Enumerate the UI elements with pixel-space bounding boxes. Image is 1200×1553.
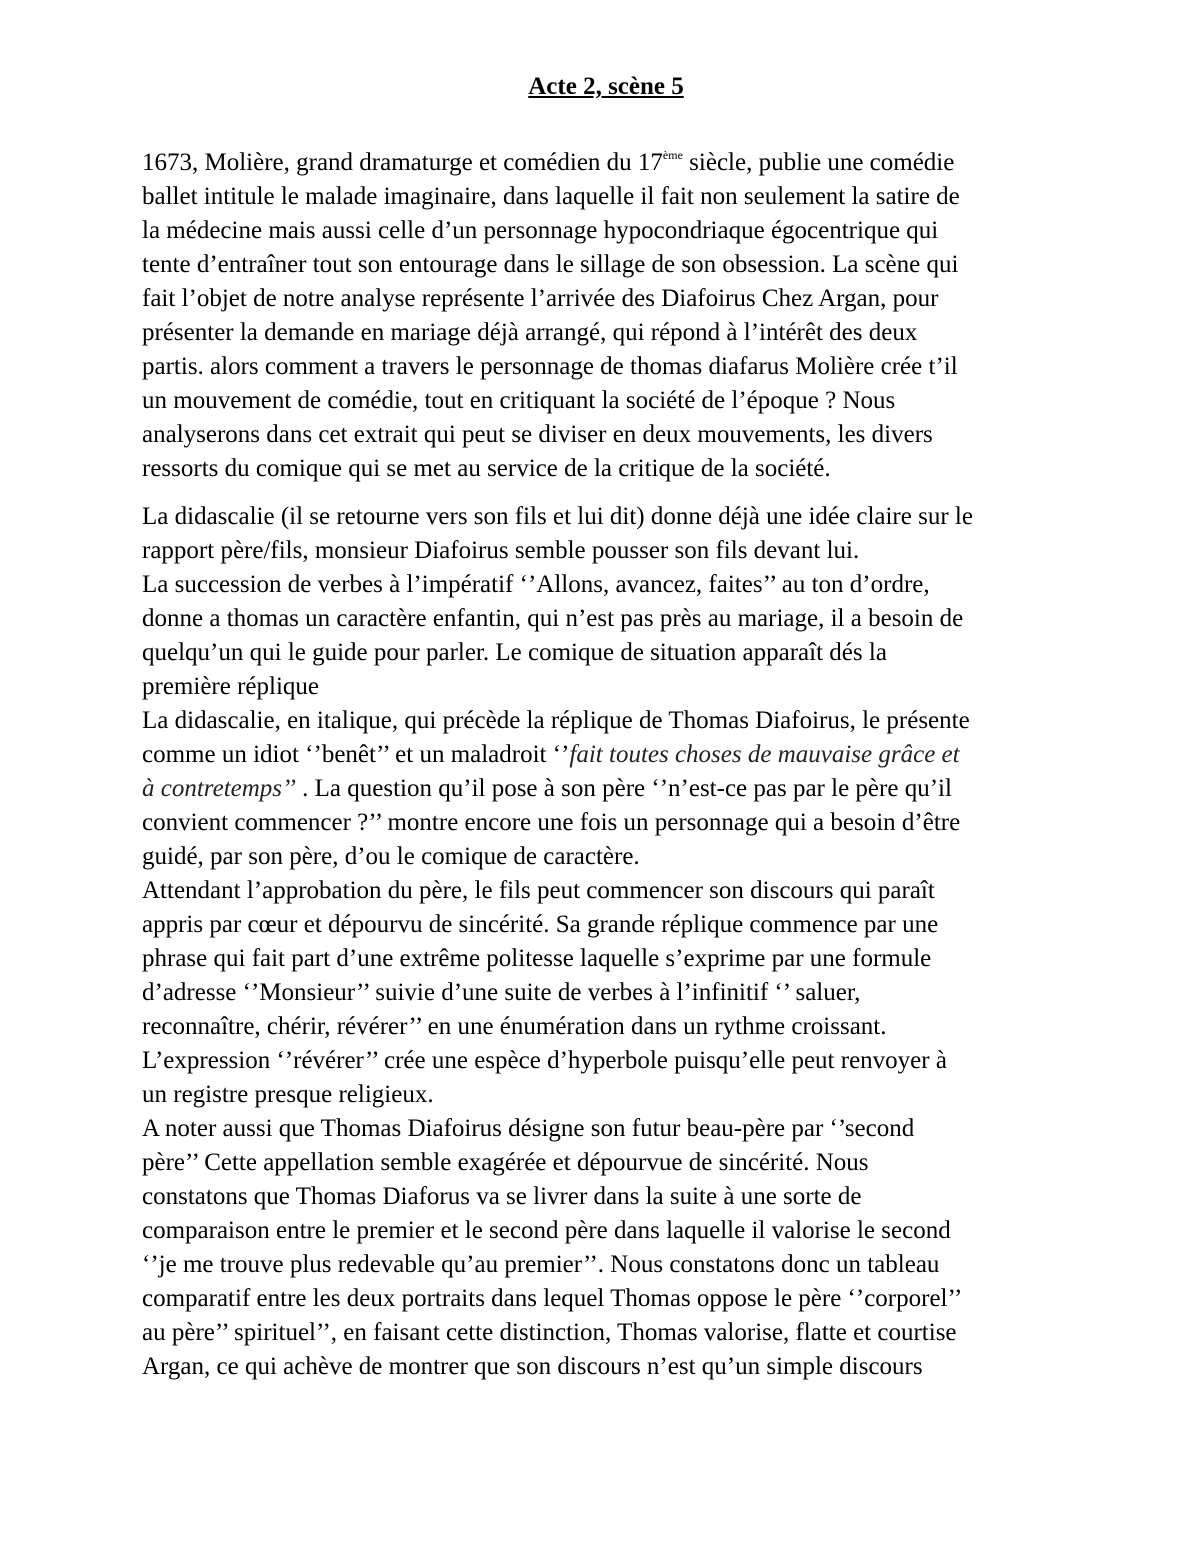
superscript: ème [662,148,683,162]
text-line: donne a thomas un caractère enfantin, qui n’est pas près au mariage, il a besoin de [142,605,964,632]
text-line: Attendant l’approbation du père, le fils peut commencer son discours qui paraît [142,877,935,904]
text-line: appris par cœur et dépourvu de sincérité. Sa grande réplique commence par une [142,911,939,938]
text-line: père’’ Cette appellation semble exagérée et dépourvue de sincérité. Nous [142,1149,869,1176]
text-line: comparaison entre le premier et le second père dans laquelle il valorise le second [142,1217,951,1244]
text-line: au père’’ spirituel’’, en faisant cette distinction, Thomas valorise, flatte et courtise [142,1319,957,1346]
text-line: analyserons dans cet extrait qui peut se diviser en deux mouvements, les divers [142,421,933,448]
text-line: phrase qui fait part d’une extrême politesse laquelle s’exprime par une formule [142,945,932,972]
text-line: guidé, par son père, d’ou le comique de caractère. [142,843,640,870]
analysis-paragraph [142,500,1062,1384]
text-line: quelqu’un qui le guide pour parler. Le comique de situation apparaît dés la [142,639,887,666]
italic-quote: à contretemps’’ [142,775,296,802]
text-line: convient commencer ?’’ montre encore une fois un personnage qui a besoin d’être [142,809,961,836]
text-line: première réplique [142,673,319,700]
text-line: rapport père/fils, monsieur Diafoirus semble pousser son fils devant lui. [142,537,860,564]
text-line: L’expression ‘’révérer’’ crée une espèce d’hyperbole puisqu’elle peut renvoyer à [142,1047,947,1074]
document-title: Acte 2, scène 5 [528,73,684,100]
text-line: ressorts du comique qui se met au service de la critique de la société. [142,455,831,482]
text-line: tente d’entraîner tout son entourage dans le sillage de son obsession. La scène qui [142,251,959,278]
text-line: un registre presque religieux. [142,1081,434,1108]
text-line: comme un idiot ‘’benêt’’ et un maladroit ‘’fait toutes choses de mauvaise grâce et [142,741,960,768]
text-line: présenter la demande en mariage déjà arrangé, qui répond à l’intérêt des deux [142,319,918,346]
text-line: A noter aussi que Thomas Diafoirus désigne son futur beau-père par ‘’second [142,1115,915,1142]
text-line: d’adresse ‘’Monsieur’’ suivie d’une suite de verbes à l’infinitif ‘’ saluer, [142,979,861,1006]
text-line: partis. alors comment a travers le personnage de thomas diafarus Molière crée t’il [142,353,958,380]
text-line: comparatif entre les deux portraits dans lequel Thomas oppose le père ‘’corporel’’ [142,1285,963,1312]
text-line: à contretemps’’ . La question qu’il pose à son père ‘’n’est-ce pas par le père qu’il [142,775,952,802]
text-line: Argan, ce qui achève de montrer que son discours n’est qu’un simple discours [142,1353,923,1380]
text-line: ‘’je me trouve plus redevable qu’au premier’’. Nous constatons donc un tableau [142,1251,940,1278]
text-line: ballet intitule le malade imaginaire, dans laquelle il fait non seulement la satire de [142,183,960,210]
italic-quote: fait toutes choses de mauvaise grâce et [569,741,960,768]
text-line: la médecine mais aussi celle d’un personnage hypocondriaque égocentrique qui [142,217,939,244]
text-line: un mouvement de comédie, tout en critiquant la société de l’époque ? Nous [142,387,896,414]
text-line: constatons que Thomas Diaforus va se livrer dans la suite à une sorte de [142,1183,862,1210]
introduction-paragraph [142,146,1062,486]
text-line: 1673, Molière, grand dramaturge et comédien du 17ème siècle, publie une comédie [142,148,955,176]
text-line: La didascalie (il se retourne vers son fils et lui dit) donne déjà une idée claire sur le [142,503,973,530]
text-line: fait l’objet de notre analyse représente l’arrivée des Diafoirus Chez Argan, pour [142,285,939,312]
document-page [142,70,1062,1384]
text-line: La succession de verbes à l’impératif ‘’Allons, avancez, faites’’ au ton d’ordre, [142,571,930,598]
paragraph-spacer [142,486,1062,500]
text-line: La didascalie, en italique, qui précède la réplique de Thomas Diafoirus, le présente [142,707,970,734]
text-line: reconnaître, chérir, révérer’’ en une énumération dans un rythme croissant. [142,1013,887,1040]
